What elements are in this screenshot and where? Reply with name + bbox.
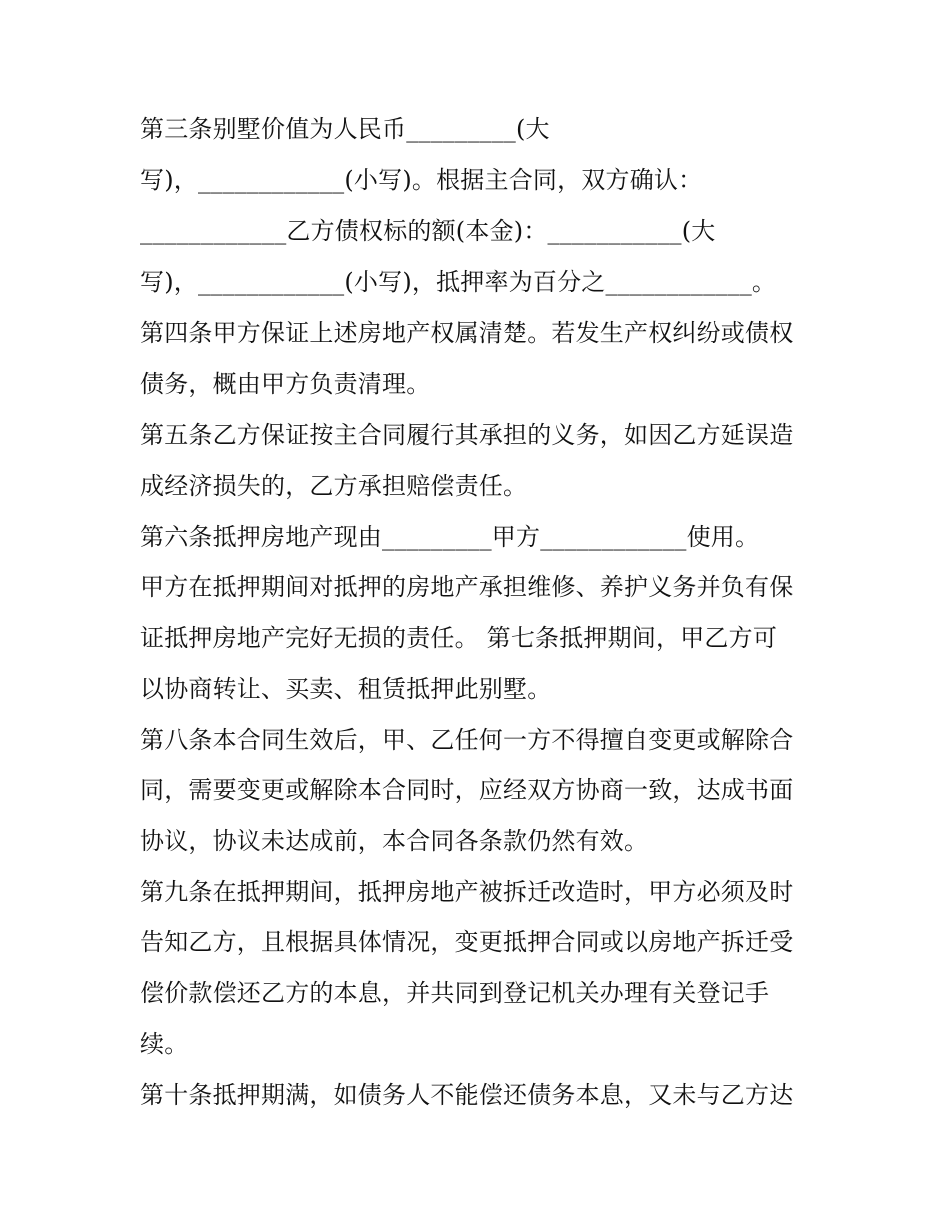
text-line: 第四条甲方保证上述房地产权属清楚。若发生产权纠纷或债权 [140,319,794,347]
text-line: 第十条抵押期满，如债务人不能偿还债务本息，又未与乙方达 [140,1081,794,1109]
text-line: 续。 [140,1030,189,1058]
text-line: 写)，____________(小写)，抵押率为百分之____________。 [140,268,777,296]
text-line: 第三条别墅价值为人民币_________(大 [140,115,550,143]
text-line: 以协商转让、买卖、租赁抵押此别墅。 [140,675,552,703]
text-line: 第五条乙方保证按主合同履行其承担的义务，如因乙方延误造 [140,421,794,449]
text-line: ____________乙方债权标的额(本金)：___________(大 [140,217,716,245]
text-line: 告知乙方，且根据具体情况，变更抵押合同或以房地产拆迁受 [140,928,794,956]
text-line: 债务，概由甲方负责清理。 [140,370,431,398]
text-line: 甲方在抵押期间对抵押的房地产承担维修、养护义务并负有保 [140,573,794,601]
text-line: 第六条抵押房地产现由_________甲方____________使用。 [140,523,760,551]
text-line: 第九条在抵押期间，抵押房地产被拆迁改造时，甲方必须及时 [140,878,794,906]
text-line: 写)，____________(小写)。根据主合同，双方确认： [140,166,703,194]
text-line: 协议，协议未达成前，本合同各条款仍然有效。 [140,827,649,855]
text-line: 第八条本合同生效后，甲、乙任何一方不得擅自变更或解除合 [140,726,794,754]
text-line: 证抵押房地产完好无损的责任。 第七条抵押期间，甲乙方可 [140,624,778,652]
text-line: 同，需要变更或解除本合同时，应经双方协商一致，达成书面 [140,776,794,804]
text-line: 偿价款偿还乙方的本息，并共同到登记机关办理有关登记手 [140,979,770,1007]
text-line: 成经济损失的，乙方承担赔偿责任。 [140,472,528,500]
